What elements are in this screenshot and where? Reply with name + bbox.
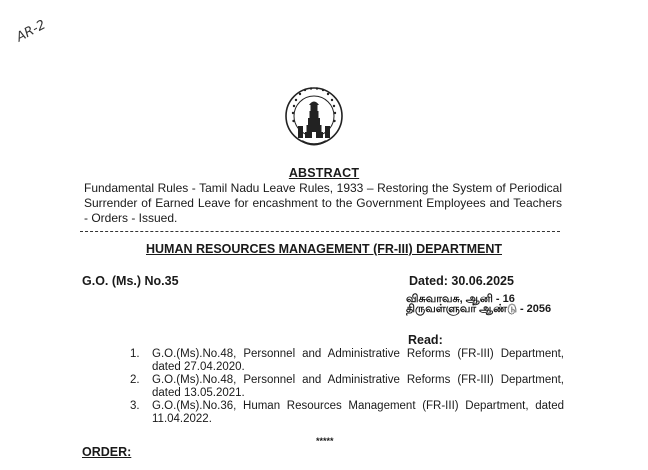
list-item xyxy=(124,348,564,374)
department-heading: HUMAN RESOURCES MANAGEMENT (FR-III) DEPARTMENT xyxy=(145,242,502,256)
list-item-number: 3. xyxy=(130,400,140,412)
separator-line xyxy=(80,231,560,232)
reference-list xyxy=(124,348,564,426)
state-emblem-icon xyxy=(284,80,344,160)
handwritten-annotation: AR-2 xyxy=(14,17,49,46)
order-heading: ORDER: xyxy=(82,445,132,459)
list-item xyxy=(124,374,564,400)
abstract-body: Fundamental Rules - Tamil Nadu Leave Rules, 1933 – Restoring the System of Periodical Surrender of Earned Leave for encashment to the Government Employees and Teachers - Orders - Issued. xyxy=(84,181,562,225)
list-item-text: G.O.(Ms).No.48, Personnel and Administrative Reforms (FR-III) Department, dated 27.04.2020. xyxy=(152,348,564,373)
separator-stars: ***** xyxy=(316,436,334,446)
dated: Dated: 30.06.2025 xyxy=(409,274,514,288)
abstract-heading: ABSTRACT xyxy=(288,166,360,180)
list-item xyxy=(124,400,564,426)
list-item-number: 1. xyxy=(130,348,140,360)
tamil-date-line-2: திருவள்ளுவர் ஆண்டு - 2056 xyxy=(406,303,552,315)
list-item-number: 2. xyxy=(130,374,140,386)
list-item-text: G.O.(Ms).No.48, Personnel and Administrative Reforms (FR-III) Department, dated 13.05.2021. xyxy=(152,374,564,399)
tamil-date-line-1: விசுவாவசு, ஆனி - 16 xyxy=(406,293,515,305)
go-number: G.O. (Ms.) No.35 xyxy=(82,274,179,288)
list-item-text: G.O.(Ms).No.36, Human Resources Management (FR-III) Department, dated 11.04.2022. xyxy=(152,400,564,425)
read-label: Read: xyxy=(408,333,443,347)
